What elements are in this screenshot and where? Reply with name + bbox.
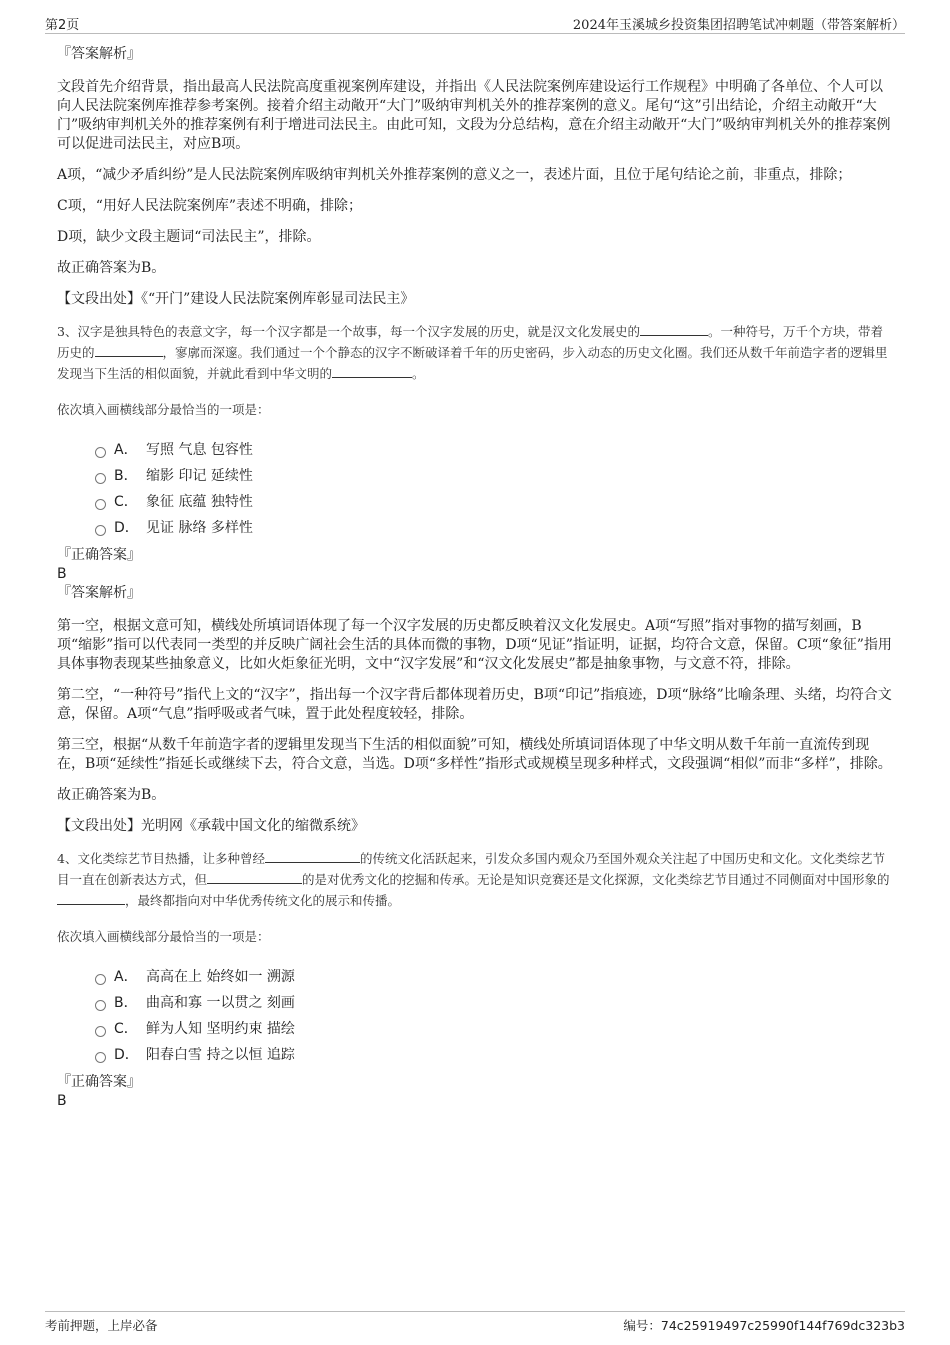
question-3-options <box>95 437 892 541</box>
option-a[interactable]: A． 高高在上 始终如一 溯源 <box>95 964 892 990</box>
radio-icon[interactable] <box>95 447 106 458</box>
analysis-paragraph: C项，“用好人民法院案例库”表述不明确，排除； <box>57 198 363 214</box>
analysis-label: 『答案解析』 <box>57 585 141 601</box>
fill-blank <box>265 851 360 863</box>
option-c[interactable]: C． 鲜为人知 坚明约束 描绘 <box>95 1016 892 1042</box>
question-4-stem: 4、文化类综艺节目热播，让多种曾经 的传统文化活跃起来，引发众多国内观众乃至国外观众关注起了中国历史和文化。文化类综艺节目一直在创新表达方式，但 的是对优秀文化的挖掘和传承。无论是知识竞赛还是文化探源，文化类综艺节目通过不同侧面对中国形象的，最终都指向对中华优秀传统文化的展示和传播。 <box>57 851 890 908</box>
fill-blank <box>207 872 302 884</box>
radio-icon[interactable] <box>95 974 106 985</box>
passage-source: 【文段出处】光明网《承载中国文化的缩微系统》 <box>57 818 365 834</box>
option-a[interactable]: A． 写照 气息 包容性 <box>95 437 892 463</box>
analysis-paragraph: 第二空，“一种符号”指代上文的“汉字”，指出每一个汉字背后都体现着历史，B项“印记”指痕迹，D项“脉络”比喻条理、头绪，均符合文意，保留。A项“气息”指呼吸或者气味，置于此处程度较轻，排除。 <box>57 687 892 722</box>
option-d[interactable]: D． 阳春白雪 持之以恒 追踪 <box>95 1042 892 1068</box>
correct-answer: B <box>57 566 67 582</box>
document-title: 2024年玉溪城乡投资集团招聘笔试冲刺题（带答案解析） <box>572 18 905 33</box>
question-prompt: 依次填入画横线部分最恰当的一项是： <box>57 929 270 944</box>
correct-answer-label: 『正确答案』 <box>57 1074 141 1090</box>
fill-blank <box>57 893 125 905</box>
document-body <box>57 44 892 1110</box>
option-b[interactable]: B． 曲高和寡 一以贯之 刻画 <box>95 990 892 1016</box>
question-3-stem: 3、汉字是独具特色的表意文字，每一个汉字都是一个故事，每一个汉字发展的历史，就是汉文化发展史的 。一种符号，万千个方块，带着历史的 ，寥廓而深邃。我们通过一个个静态的汉字不断破译着千年的历史密码，步入动态的历史文化圈。我们还从数千年前造字者的逻辑里发现当下生活的相似面貌，并就此看到中华文明的 。 <box>57 324 888 381</box>
footer-slogan: 考前押题，上岸必备 <box>45 1318 158 1333</box>
fill-blank <box>640 324 708 336</box>
option-c[interactable]: C． 象征 底蕴 独特性 <box>95 489 892 515</box>
analysis-paragraph: A项，“减少矛盾纠纷”是人民法院案例库吸纳审判机关外推荐案例的意义之一，表述片面，且位于尾句结论之前，非重点，排除； <box>57 167 852 183</box>
correct-answer-label: 『正确答案』 <box>57 547 141 563</box>
conclusion: 故正确答案为B。 <box>57 787 166 803</box>
question-prompt: 依次填入画横线部分最恰当的一项是： <box>57 402 270 417</box>
analysis-paragraph: D项，缺少文段主题词“司法民主”，排除。 <box>57 229 321 245</box>
question-4-options <box>95 964 892 1068</box>
radio-icon[interactable] <box>95 473 106 484</box>
radio-icon[interactable] <box>95 1000 106 1011</box>
analysis-paragraph: 第一空，根据文意可知，横线处所填词语体现了每一个汉字发展的历史都反映着汉文化发展史。A项“写照”指对事物的描写刻画，B项“缩影”指可以代表同一类型的并反映广阔社会生活的具体而微的事物，D项“见证”指证明，证据，均符合文意，保留。C项“象征”指用具体事物表现某些抽象意义，比如火炬象征光明，文中“汉字发展”和“汉文化发展史”都是抽象事物，与文意不符，排除。 <box>57 618 892 672</box>
radio-icon[interactable] <box>95 1026 106 1037</box>
fill-blank <box>332 366 412 378</box>
passage-source: 【文段出处】《“开门”建设人民法院案例库彰显司法民主》 <box>57 291 415 307</box>
option-d[interactable]: D． 见证 脉络 多样性 <box>95 515 892 541</box>
analysis-paragraph: 文段首先介绍背景，指出最高人民法院高度重视案例库建设，并指出《人民法院案例库建设运行工作规程》中明确了各单位、个人可以向人民法院案例库推荐参考案例。接着介绍主动敞开“大门”吸纳审判机关外的推荐案例的意义。尾句“这”引出结论，介绍主动敞开“大门”吸纳审判机关外的推荐案例有利于增进司法民主。由此可知，文段为分总结构，意在介绍主动敞开“大门”吸纳审判机关外的推荐案例可以促进司法民主，对应B项。 <box>57 79 891 152</box>
option-b[interactable]: B． 缩影 印记 延续性 <box>95 463 892 489</box>
fill-blank <box>95 345 163 357</box>
page-footer <box>45 1311 905 1337</box>
radio-icon[interactable] <box>95 499 106 510</box>
page-number: 第2页 <box>45 18 80 33</box>
correct-answer: B <box>57 1093 67 1109</box>
analysis-paragraph: 第三空，根据“从数千年前造字者的逻辑里发现当下生活的相似面貌”可知，横线处所填词语体现了中华文明从数千年前一直流传到现在，B项“延续性”指延长或继续下去，符合文意，当选。D项“多样性”指形式或规模呈现多种样式，文段强调“相似”而非“多样”，排除。 <box>57 737 892 772</box>
document-id: 编号：74c25919497c25990f144f769dc323b3 <box>623 1318 905 1333</box>
analysis-label: 『答案解析』 <box>57 46 141 62</box>
page-header <box>45 10 905 34</box>
radio-icon[interactable] <box>95 1052 106 1063</box>
radio-icon[interactable] <box>95 525 106 536</box>
conclusion: 故正确答案为B。 <box>57 260 166 276</box>
